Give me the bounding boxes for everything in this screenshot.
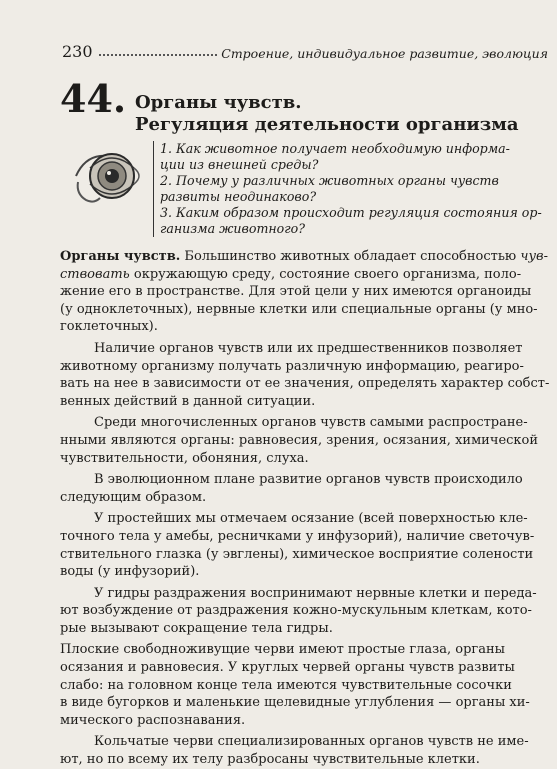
text-span: мического распознавания. (60, 712, 246, 728)
text-span: У гидры раздражения воспринимают нервные клетки и переда- (94, 585, 537, 601)
review-questions (153, 141, 557, 237)
paragraph (60, 733, 548, 768)
text-span: животному организму получать различную информацию, реагиро- (60, 358, 524, 374)
paragraph (60, 414, 548, 467)
text-span: осязания и равновесия. У круглых червей органы чувств развиты (60, 660, 515, 676)
header-dot-leader (99, 54, 218, 56)
text-span: Большинство животных обладает способностью (180, 249, 521, 264)
text-span: вать на нее в зависимости от ее значения, определять характер собст- (60, 376, 550, 392)
paragraph (60, 248, 548, 336)
text-line (60, 432, 548, 450)
text-line (60, 677, 548, 695)
text-line (60, 602, 548, 620)
text-span: окружающую среду, состояние своего организма, поло- (129, 266, 522, 282)
question-line: 1. Как животное получает необходимую информа- (160, 141, 510, 156)
text-line (60, 751, 548, 769)
text-span: Наличие органов чувств или их предшественников позволяет (94, 340, 523, 356)
paragraph (60, 471, 548, 506)
text-line (60, 659, 548, 677)
text-span: ют возбуждение от раздражения кожно-мускульным клеткам, кото- (60, 603, 532, 619)
text-span: рые вызывают сокращение тела гидры. (60, 620, 333, 636)
text-span: жение его в пространстве. Для этой цели у них имеются органоиды (60, 284, 532, 300)
main-text (60, 248, 548, 769)
chapter-title (135, 92, 519, 136)
eye-ear-icon (70, 138, 150, 208)
question-line: развиты неодинаково? (160, 189, 317, 204)
text-line (60, 301, 548, 319)
text-span: Среди многочисленных органов чувств самыми распростране- (94, 415, 528, 431)
text-line (60, 358, 548, 376)
question-line: 2. Почему у различных животных органы чувств (160, 173, 499, 188)
paragraph (60, 510, 548, 580)
text-line (60, 340, 548, 358)
text-line (60, 641, 548, 659)
text-line (60, 563, 548, 581)
text-span: чувствительности, обоняния, слуха. (60, 450, 309, 466)
text-line (60, 450, 548, 468)
text-line (60, 318, 548, 336)
page-number: 230 (62, 42, 93, 61)
text-line (60, 620, 548, 638)
text-span: чув- (520, 249, 548, 264)
page-header (62, 41, 548, 61)
chapter-number: 44. (60, 76, 127, 121)
text-span: ют, но по всему их телу разбросаны чувствительные клетки. (60, 752, 480, 768)
text-line (60, 733, 548, 751)
text-line (60, 510, 548, 528)
text-span: ствительного глазка (у эвглены), химическое восприятие солености (60, 546, 534, 562)
text-span: Плоские свободноживущие черви имеют простые глаза, органы (60, 642, 506, 658)
text-span: нными являются органы: равновесия, зрения, осязания, химической (60, 432, 539, 448)
text-line (60, 489, 548, 507)
paragraph (60, 585, 548, 638)
text-line (60, 694, 548, 712)
text-span: венных действий в данной ситуации. (60, 393, 316, 409)
text-line (60, 414, 548, 432)
chapter-title-line-2: Регуляция деятельности организма (135, 114, 519, 135)
text-span: следующим образом. (60, 489, 207, 505)
text-span: У простейших мы отмечаем осязание (всей поверхностью кле- (94, 511, 528, 527)
question-line: ганизма животного? (160, 221, 305, 236)
question-line: ции из внешней среды? (160, 157, 319, 172)
text-span: В эволюционном плане развитие органов чувств происходило (94, 472, 523, 488)
question-line: 3. Каким образом происходит регуляция состояния ор- (160, 205, 542, 220)
text-line (60, 248, 548, 266)
text-line (60, 712, 548, 730)
running-title: Строение, индивидуальное развитие, эволюция (221, 46, 548, 61)
paragraph (60, 340, 548, 410)
paragraph-heading: Органы чувств. (60, 249, 181, 264)
text-line (60, 393, 548, 411)
text-span: в виде бугорков и маленькие щелевидные углубления — органы хи- (60, 695, 530, 711)
text-span: Кольчатые черви специализированных органов чувств не име- (94, 734, 529, 750)
text-span: (у одноклеточных), нервные клетки или специальные органы (у мно- (60, 301, 538, 317)
text-line (60, 375, 548, 393)
text-line (60, 546, 548, 564)
text-span: воды (у инфузорий). (60, 564, 200, 580)
paragraph (60, 641, 548, 729)
text-line (60, 471, 548, 489)
text-span: слабо: на головном конце тела имеются чувствительные сосочки (60, 677, 512, 693)
text-line (60, 528, 548, 546)
text-span: гоклеточных). (60, 319, 158, 335)
text-line (60, 266, 548, 284)
chapter-title-line-1: Органы чувств. (135, 92, 302, 113)
text-line (60, 283, 548, 301)
text-line (60, 585, 548, 603)
text-span: точного тела у амебы, ресничками у инфузорий), наличие светочув- (60, 528, 535, 544)
text-span: ствовать (60, 266, 130, 282)
